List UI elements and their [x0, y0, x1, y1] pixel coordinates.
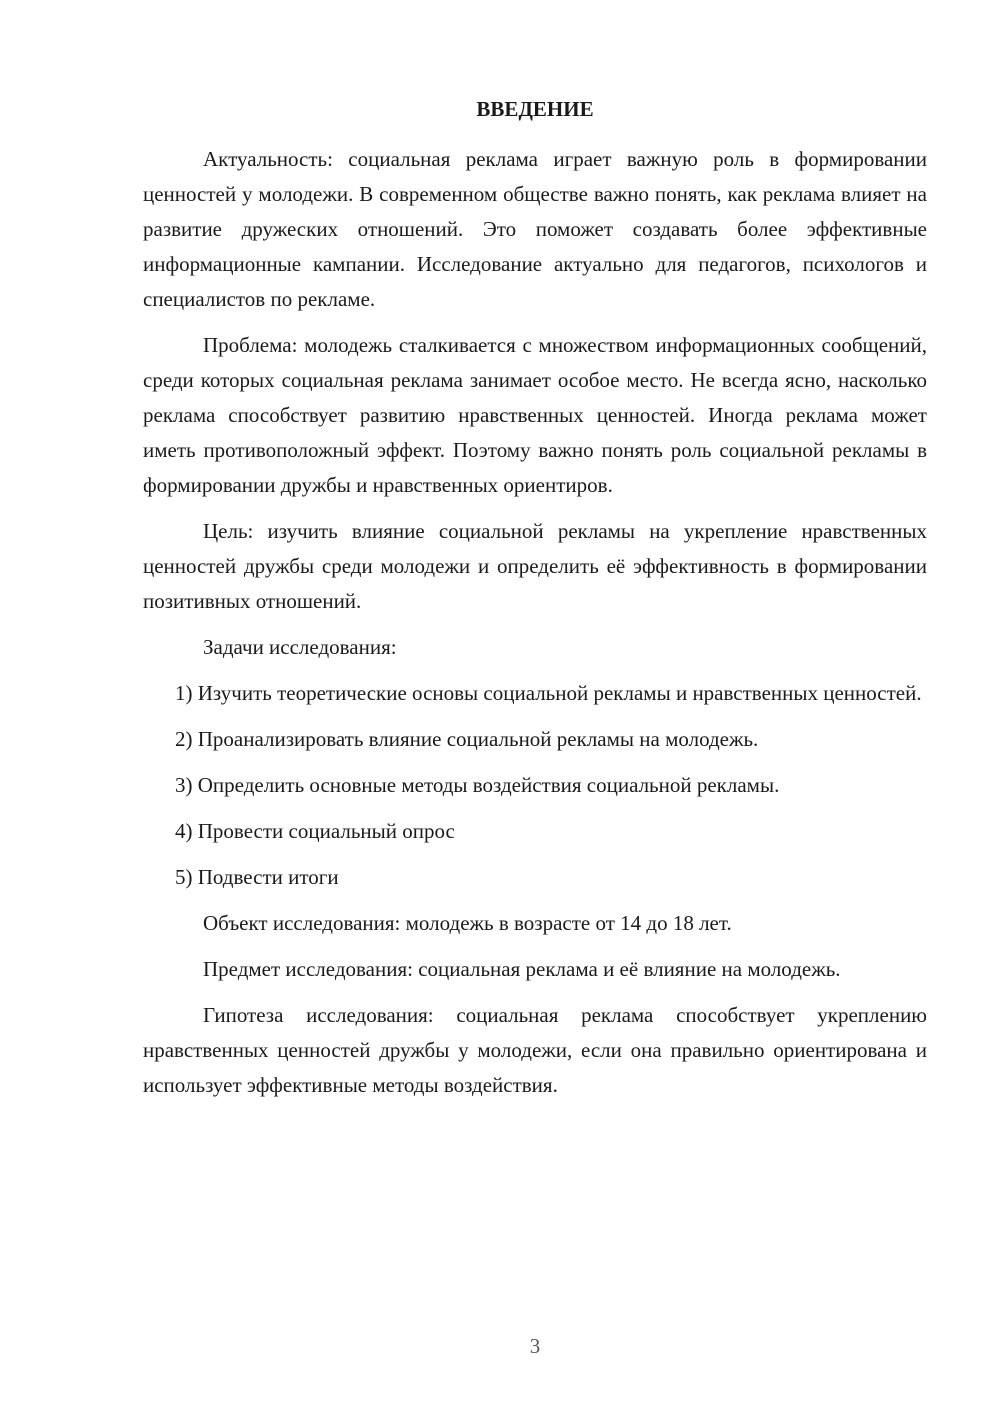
paragraph-subject: Предмет исследования: социальная реклама и её влияние на молодежь.: [203, 957, 841, 981]
paragraph-relevance: Актуальность: социальная реклама играет важную роль в формировании ценностей у молодежи. В современном обществе важно понять, как реклама влияет на развитие дружеских отношений. Это поможет создавать более эффективные информационные кампании. Исследование актуально для педагогов, психологов и специалистов по рекламе.: [143, 147, 927, 311]
document-page: [143, 92, 927, 1114]
paragraph-problem: Проблема: молодежь сталкивается с множеством информационных сообщений, среди которых социальная реклама занимает особое место. Не всегда ясно, насколько реклама способствует развитию нравственных ценностей. Иногда реклама может иметь противоположный эффект. Поэтому важно понять роль социальной рекламы в формировании дружбы и нравственных ориентиров.: [143, 333, 927, 497]
paragraph-object: Объект исследования: молодежь в возрасте от 14 до 18 лет.: [203, 911, 732, 935]
task-item: 5) Подвести итоги: [175, 865, 339, 889]
page-heading: ВВЕДЕНИЕ: [476, 97, 594, 121]
tasks-heading: Задачи исследования:: [203, 635, 397, 659]
task-item: 2) Проанализировать влияние социальной рекламы на молодежь.: [175, 727, 759, 751]
paragraph-hypothesis: Гипотеза исследования: социальная реклама способствует укреплению нравственных ценностей дружбы у молодежи, если она правильно ориентирована и использует эффективные методы воздействия.: [143, 1003, 927, 1097]
page-number: 3: [529, 1334, 541, 1358]
task-item: 4) Провести социальный опрос: [175, 819, 455, 843]
tasks-list: [143, 676, 927, 895]
task-item: 3) Определить основные методы воздействия социальной рекламы.: [175, 773, 780, 797]
paragraph-goal: Цель: изучить влияние социальной рекламы на укрепление нравственных ценностей дружбы среди молодежи и определить её эффективность в формировании позитивных отношений.: [143, 519, 927, 613]
task-item: 1) Изучить теоретические основы социальной рекламы и нравственных ценностей.: [175, 681, 922, 705]
